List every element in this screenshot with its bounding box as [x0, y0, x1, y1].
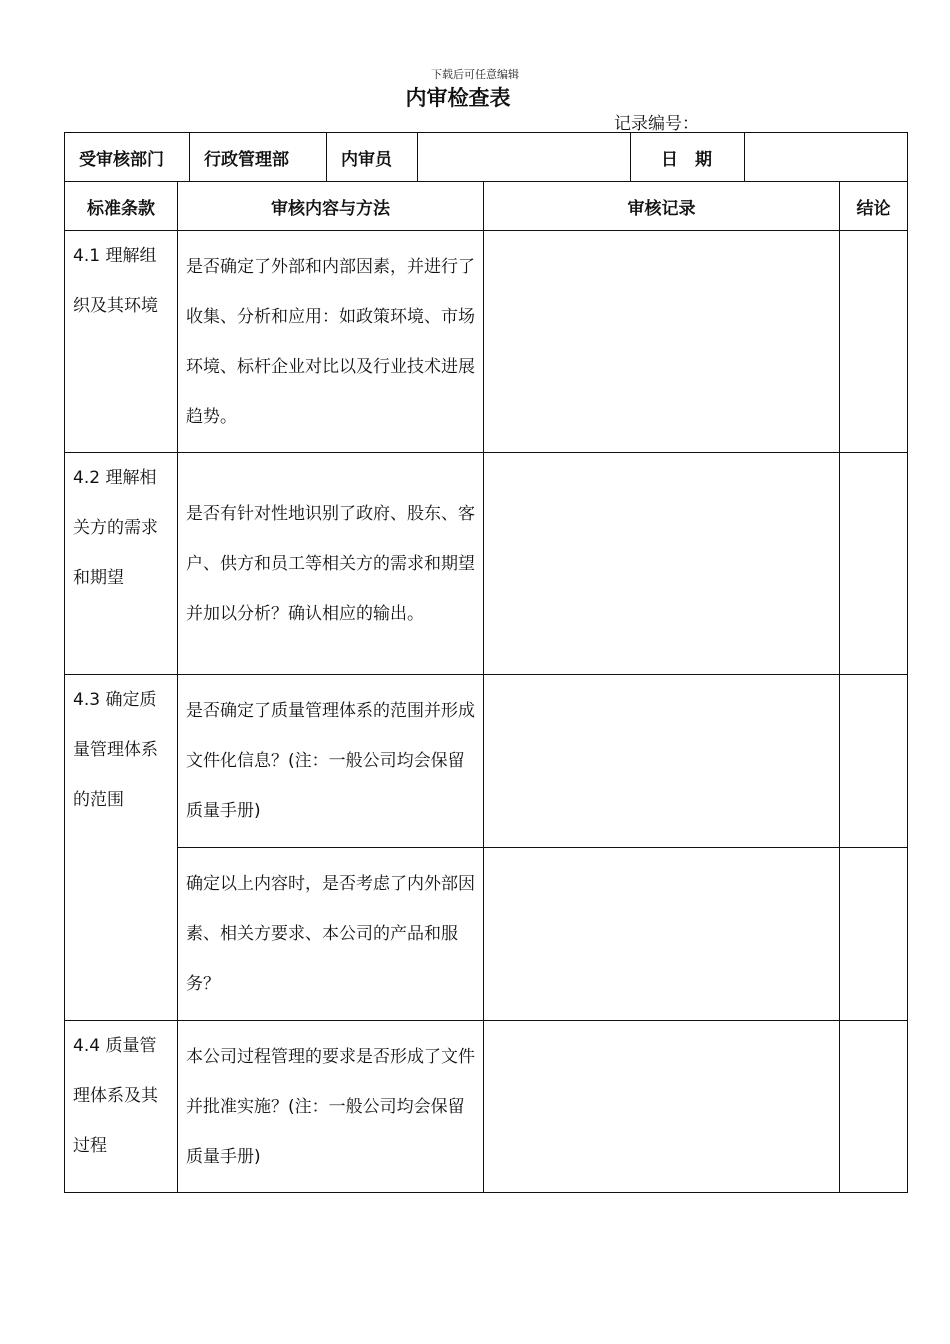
record-cell[interactable] [484, 675, 840, 848]
date-value[interactable] [745, 133, 908, 182]
dept-label: 受审核部门 [65, 133, 190, 182]
record-number [614, 109, 779, 134]
auditor-label: 内审员 [327, 133, 418, 182]
record-number-label: 记录编号： [614, 114, 699, 134]
table-row [65, 231, 908, 453]
conclusion-cell[interactable] [840, 231, 908, 453]
record-cell[interactable] [484, 848, 840, 1021]
table-row [65, 848, 908, 1021]
conclusion-cell[interactable] [840, 1021, 908, 1193]
info-table [64, 132, 908, 182]
content-cell: 是否确定了质量管理体系的范围并形成文件化信息？(注：一般公司均会保留质量手册) [178, 675, 484, 848]
content-cell: 本公司过程管理的要求是否形成了文件并批准实施？(注：一般公司均会保留质量手册) [178, 1021, 484, 1193]
conclusion-cell[interactable] [840, 848, 908, 1021]
table-header-row [65, 182, 908, 231]
date-label: 日 期 [631, 133, 745, 182]
record-cell[interactable] [484, 453, 840, 675]
top-note: 下载后可任意编辑 [431, 68, 519, 81]
content-cell: 是否确定了外部和内部因素，并进行了收集、分析和应用：如政策环境、市场环境、标杆企业对比以及行业技术进展趋势。 [178, 231, 484, 453]
table-row [65, 453, 908, 675]
header-conclusion: 结论 [840, 182, 908, 231]
clause-cell: 4.2 理解相关方的需求和期望 [65, 453, 178, 675]
record-cell[interactable] [484, 1021, 840, 1193]
clause-cell: 4.1 理解组织及其环境 [65, 231, 178, 453]
page-title: 内审检查表 [405, 86, 511, 110]
content-cell: 是否有针对性地识别了政府、股东、客户、供方和员工等相关方的需求和期望并加以分析？确认相应的输出。 [178, 453, 484, 675]
header-record: 审核记录 [484, 182, 840, 231]
table-row [65, 675, 908, 848]
clause-cell: 4.3 确定质量管理体系的范围 [65, 675, 178, 1021]
conclusion-cell[interactable] [840, 675, 908, 848]
record-cell[interactable] [484, 231, 840, 453]
auditor-value[interactable] [418, 133, 631, 182]
clause-cell: 4.4 质量管理体系及其过程 [65, 1021, 178, 1193]
checklist-table [64, 181, 908, 1193]
dept-value: 行政管理部 [190, 133, 327, 182]
table-row [65, 1021, 908, 1193]
content-cell: 确定以上内容时，是否考虑了内外部因素、相关方要求、本公司的产品和服务？ [178, 848, 484, 1021]
header-clause: 标准条款 [65, 182, 178, 231]
header-content: 审核内容与方法 [178, 182, 484, 231]
conclusion-cell[interactable] [840, 453, 908, 675]
